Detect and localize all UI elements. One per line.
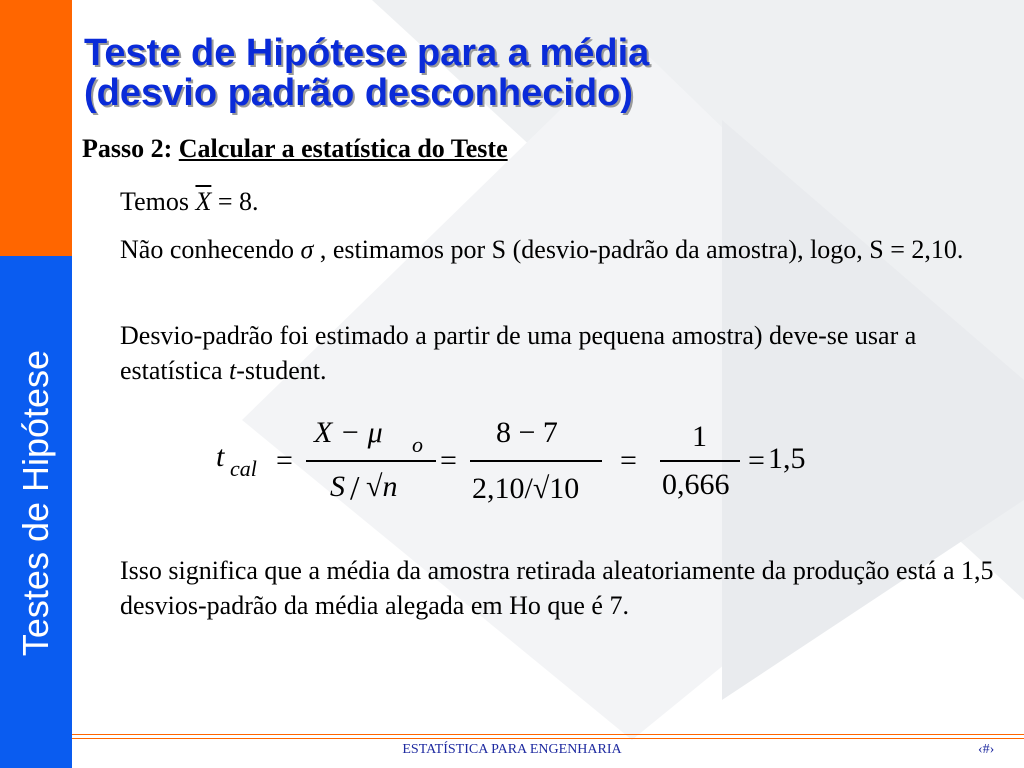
- fraction-line-1: [306, 460, 436, 462]
- step-label: Passo 2:: [82, 134, 173, 163]
- footer-rule-1: [72, 734, 1024, 735]
- p1-pre: Temos: [120, 187, 189, 216]
- footer-text: ESTATÍSTICA PARA ENGENHARIA: [402, 742, 622, 757]
- formula-den-2: 2,10/√10: [472, 472, 580, 505]
- paragraph-tstudent: [120, 318, 1000, 388]
- formula-num-1: X − μ: [314, 416, 383, 449]
- formula-den-slash: /: [350, 470, 360, 507]
- p2-pre: Não conhecendo: [120, 235, 294, 264]
- p3-post: -student.: [236, 356, 327, 385]
- p1-post: = 8.: [217, 187, 259, 216]
- formula-result: 1,5: [768, 442, 806, 475]
- paragraph-mean: [120, 184, 1000, 219]
- p2-post: , estimamos por S (desvio-padrão da amostra), logo, S = 2,10.: [319, 235, 964, 264]
- formula-num-2: 8 − 7: [496, 416, 558, 449]
- formula-den-s: S: [330, 470, 345, 503]
- formula-num-3: 1: [692, 420, 707, 453]
- formula-den-sqrt-n: √n: [366, 470, 398, 503]
- sidebar-title: Testes de Hipótese: [15, 349, 56, 657]
- title-line-2: (desvio padrão desconhecido): [84, 71, 633, 114]
- step-heading: [82, 134, 508, 164]
- p3-pre: Desvio-padrão foi estimado a partir de uma pequena amostra) deve-se usar a estatística: [120, 321, 917, 385]
- xbar-symbol: $\overline{X}$: [195, 187, 212, 216]
- sigma-symbol: σ: [300, 235, 314, 264]
- formula-eq-3: =: [620, 444, 637, 477]
- footer-rule-2: [72, 738, 1024, 739]
- step-text: Calcular a estatística do Teste: [178, 134, 508, 163]
- formula-eq-4: =: [748, 444, 765, 477]
- paragraph-sigma: [120, 232, 1000, 267]
- page-number: ‹#›: [978, 742, 995, 757]
- fraction-line-2: [470, 460, 602, 462]
- formula-t: t: [216, 440, 225, 473]
- formula-eq-2: =: [440, 444, 457, 477]
- formula-cal-subscript: cal: [230, 456, 257, 481]
- t-symbol: t: [229, 356, 237, 385]
- formula-den-3: 0,666: [662, 468, 730, 501]
- title-line-1: Teste de Hipótese para a média: [84, 32, 650, 74]
- slide-title: [84, 34, 649, 114]
- sidebar-orange-block: [0, 0, 72, 256]
- formula-eq-1: =: [276, 444, 293, 477]
- fraction-line-3: [660, 460, 740, 462]
- t-statistic-formula: [210, 410, 850, 520]
- paragraph-conclusion: Isso significa que a média da amostra retirada aleatoriamente da produção está a 1,5 desvios-padrão da média alegada em Ho que é 7.: [120, 556, 994, 620]
- formula-mu-subscript: o: [412, 432, 423, 457]
